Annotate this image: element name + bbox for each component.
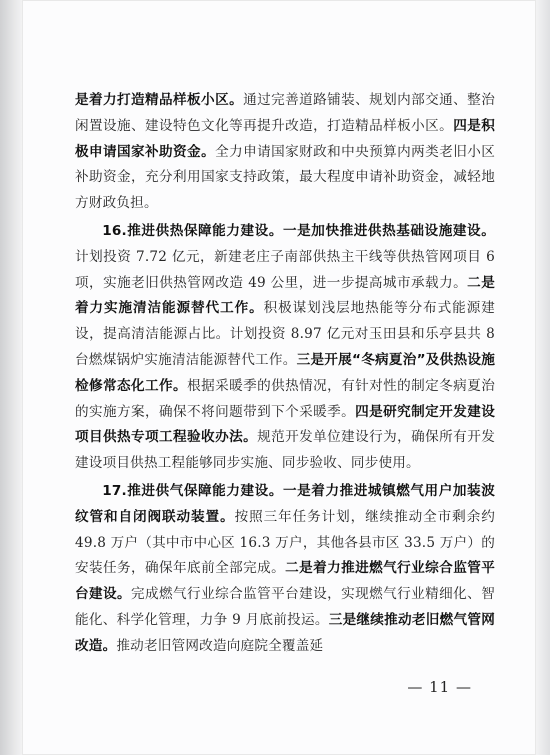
- body-text: 根据采暖季的供热情况，有针对性的制定冬病夏治的实施方案，确保不将问题带到下个采暖季。: [75, 377, 495, 420]
- bold-heading: 是着力打造精品样板小区。: [75, 92, 244, 108]
- bold-heading: 三是继续推动老旧燃气管网改造。: [75, 611, 495, 654]
- page-number: — 11 —: [407, 678, 472, 696]
- body-text: 按照三年任务计划，继续推动全市剩余约 49.8 万户（其中市中心区 16.3 万户，其他各县市区 33.5 万户）的安装任务，确保年底前全部完成。: [75, 508, 495, 577]
- body-text: 全力申请国家财政和中央预算内两类老旧小区补助资金，充分利用国家支持政策，最大程度申请补助资金，减轻地方财政负担。: [75, 143, 496, 212]
- bold-heading: 四是积极申请国家补助资金。: [75, 117, 495, 160]
- body-text: 积极谋划浅层地热能等分布式能源建设，提高清洁能源占比。计划投资 8.97 亿元对玉田县和乐亭县共 8 台燃煤锅炉实施清洁能源替代工作。: [75, 300, 495, 368]
- document-page: [22, 0, 536, 755]
- section-heading-17: 17.推进供气保障能力建设。一是着力推进城镇燃气用户加装波纹管和自闭阀联动装置。: [75, 482, 495, 525]
- body-text: 通过完善道路铺装、规划内部交通、整治闲置设施、建设特色文化等再提升改造，打造精品样板小区。: [75, 92, 495, 134]
- bold-heading: 三是开展“冬病夏治”及供热设施检修常态化工作。: [75, 351, 495, 394]
- body-text: 计划投资 7.72 亿元，新建老庄子南部供热主干线等供热管网项目 6 项，实施老旧供热管网改造 49 公里，进一步提高城市承载力。: [75, 248, 495, 291]
- document-body: [75, 88, 495, 660]
- paragraph-gas: [75, 479, 495, 660]
- bold-heading: 二是着力推进燃气行业综合监管平台建设。: [75, 560, 496, 603]
- body-text: 完成燃气行业综合监管平台建设，实现燃气行业精细化、智能化、科学化管理，力争 9 月底前投运。: [75, 586, 495, 628]
- paragraph-heating: [75, 219, 495, 477]
- section-heading-16: 16.推进供热保障能力建设。一是加快推进供热基础设施建设。: [102, 222, 495, 239]
- body-text: 推动老旧管网改造向庭院全覆盖延: [116, 637, 324, 654]
- body-text: 规范开发单位建设行为，确保所有开发建设项目供热工程能够同步实施、同步验收、同步使用。: [75, 429, 495, 472]
- bold-heading: 二是着力实施清洁能源替代工作。: [75, 274, 495, 317]
- page-edge-right: [536, 0, 550, 755]
- bold-heading: 四是研究制定开发建设项目供热专项工程验收办法。: [75, 403, 495, 446]
- paragraph-old-community: [75, 88, 495, 217]
- page-edge-left: [0, 0, 22, 755]
